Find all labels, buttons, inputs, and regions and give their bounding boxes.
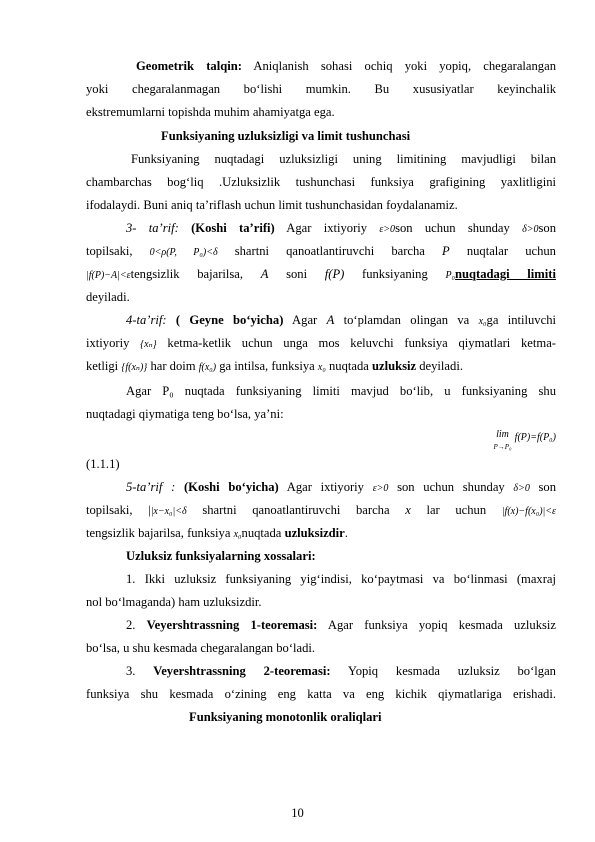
- definition-4-line3: ketligi {f(xₙ)} har doim f(x₀) ga intilsa, funksiya x₀ nuqtada uzluksiz deyiladi.: [86, 359, 463, 373]
- equation-number: (1.1.1): [86, 457, 120, 471]
- definition-5-line2: topilsaki, ||x−x₀|<δ shartni qanoatlantiruvchi barcha x lar uchun |f(x)−f(x₀)|<ε: [86, 503, 556, 517]
- properties-heading: Uzluksiz funksiyalarning xossalari:: [126, 549, 316, 563]
- property-2-line1: 2. Veyershtrassning 1-teoremasi: Agar funksiya yopiq kesmada uzluksiz: [126, 618, 556, 632]
- paragraph-continuity-line3: ifodalaydi. Buni aniq ta’riflash uchun limit tushunchasidan foydalanamiz.: [86, 198, 458, 212]
- definition-3-line4: deyiladi.: [86, 290, 130, 304]
- definition-4-line2: ixtiyoriy {xₙ} ketma-ketlik uchun unga mos keluvchi funksiya qiymatlari ketma-: [86, 336, 556, 350]
- limit-formula: lim P→P₀ f(P)=f(P₀): [493, 429, 556, 451]
- definition-3-line1: 3- ta’rif: (Koshi ta’rifi) Agar ixtiyoriy ε>0son uchun shunday δ>0son: [126, 221, 556, 235]
- property-1-line2: nol bo‘lmaganda) ham uzluksizdir.: [86, 595, 262, 609]
- paragraph-geometric-line1: Geometrik talqin: Aniqlanish sohasi ochiq yoki yopiq, chegaralangan: [136, 59, 556, 73]
- paragraph-geometric-line2: yoki chegaralanmagan bo‘lishi mumkin. Bu xususiyatlar keyinchalik: [86, 82, 556, 96]
- section-heading-continuity: Funksiyaning uzluksizligi va limit tushunchasi: [161, 129, 411, 143]
- paragraph-continuity-line2: chambarchas bog‘liq .Uzluksizlik tushunchasi funksiya grafigining yaxlitligini: [86, 175, 556, 189]
- definition-4-line1: 4-ta’rif: ( Geyne bo‘yicha) Agar A to‘plamdan olingan va x₀ga intiluvchi: [126, 313, 556, 327]
- definition-5-line3: tengsizlik bajarilsa, funksiya x₀nuqtada uzluksizdir.: [86, 526, 348, 540]
- page-number: 10: [291, 806, 304, 820]
- geometric-label: Geometrik talqin:: [136, 59, 242, 73]
- paragraph-geometric-line3: ekstremumlarni topishda muhim ahamiyatga ega.: [86, 105, 335, 119]
- property-2-line2: bo‘lsa, u shu kesmada chegaralangan bo‘ladi.: [86, 641, 316, 655]
- paragraph-continuity-line1: Funksiyaning nuqtadagi uzluksizligi uning limitining mavjudligi bilan: [131, 152, 556, 166]
- definition-5-line1: 5-ta’rif : (Koshi bo‘yicha) Agar ixtiyoriy ε>0 son uchun shunday δ>0 son: [126, 480, 557, 494]
- property-3-line1: 3. Veyershtrassning 2-teoremasi: Yopiq kesmada uzluksiz bo‘lgan: [126, 664, 556, 678]
- section-heading-monotonic: Funksiyaning monotonlik oraliqlari: [189, 710, 382, 724]
- property-1-line1: 1. Ikki uzluksiz funksiyaning yig‘indisi, ko‘paytmasi va bo‘linmasi (maxraj: [126, 572, 556, 586]
- paragraph-limit-line1: Agar P₀ nuqtada funksiyaning limiti mavjud bo‘lib, u funksiyaning shu: [126, 384, 556, 398]
- paragraph-limit-line2: nuqtadagi qiymatiga teng bo‘lsa, ya’ni:: [86, 407, 284, 421]
- definition-3-line2: topilsaki, 0<ρ(P, P₀)<δ shartni qanoatlantiruvchi barcha P nuqtalar uchun: [86, 244, 556, 258]
- definition-3-line3: |f(P)−A|<εtengsizlik bajarilsa, A soni f(P) funksiyaning P₀nuqtadagi limiti: [86, 267, 556, 281]
- property-3-line2: funksiya shu kesmada o‘zining eng katta va eng kichik qiymatlariga erishadi.: [86, 687, 556, 701]
